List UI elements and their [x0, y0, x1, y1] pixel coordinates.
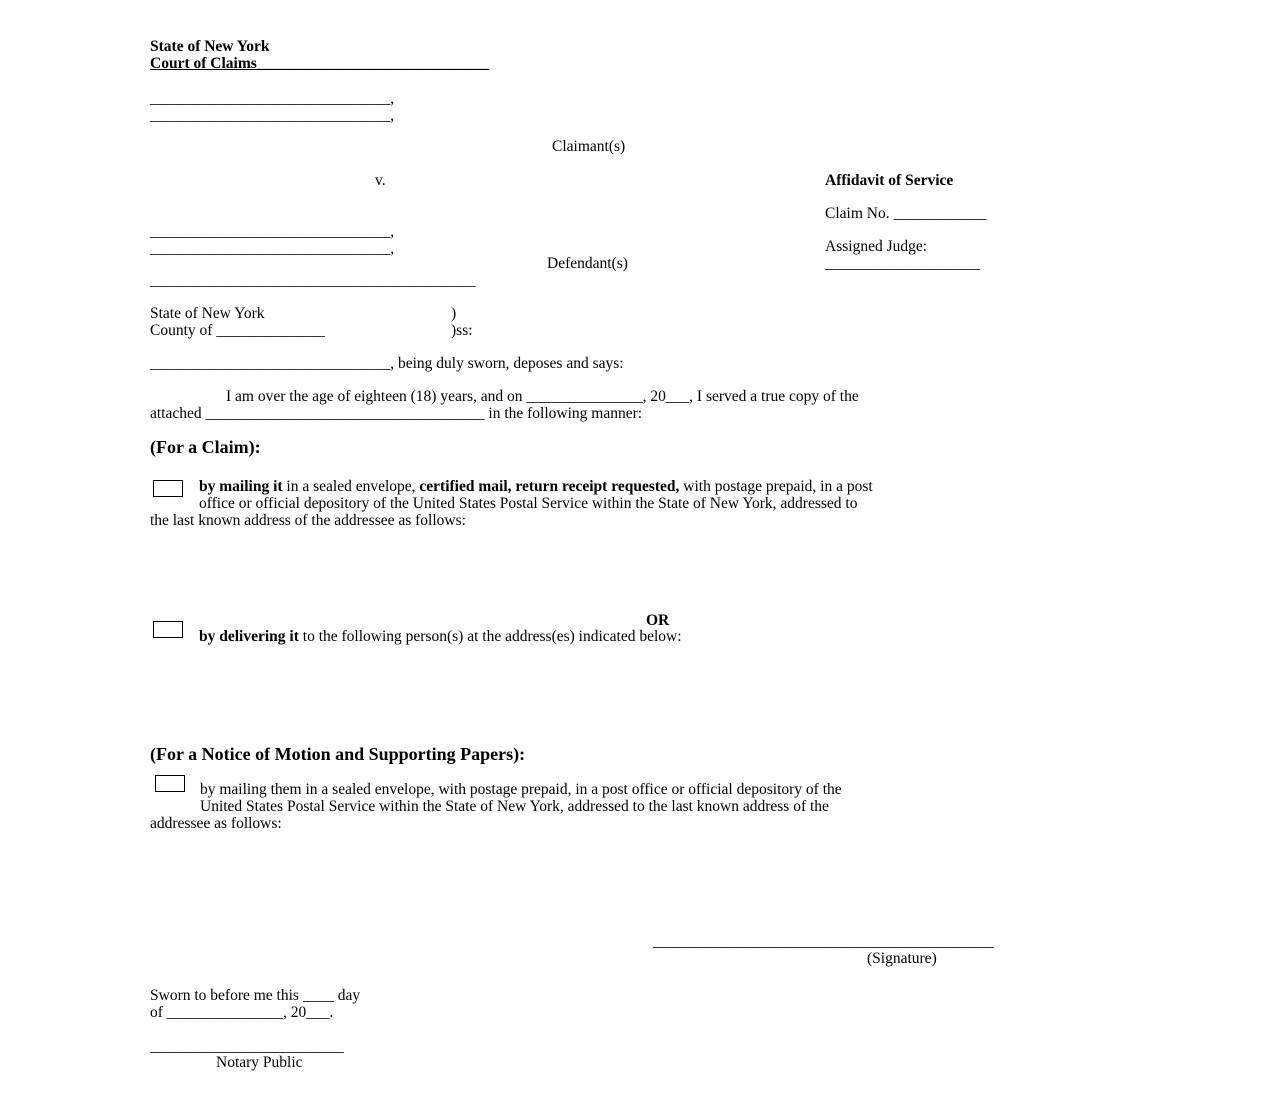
claim-number: Claim No. ____________ [825, 205, 987, 222]
notary-label: Notary Public [216, 1054, 303, 1071]
delivering-option [199, 628, 682, 645]
signature-label: (Signature) [867, 950, 937, 967]
mailing-bold-1: by mailing it [199, 478, 283, 495]
delivering-checkbox[interactable] [153, 621, 183, 638]
court-underline: ______________________________ [256, 55, 490, 72]
assigned-judge-line: ____________________ [825, 255, 980, 272]
deponent-statement [150, 355, 624, 372]
delivering-text: to the following person(s) at the address(es) indicated below: [298, 628, 682, 645]
mailing-bold-2: certified mail, return receipt requested, [419, 478, 680, 495]
motion-line-1: by mailing them in a sealed envelope, with postage prepaid, in a post office or official depository of the [200, 781, 842, 798]
motion-line-3: addressee as follows: [150, 815, 282, 832]
versus-label: v. [375, 172, 386, 189]
mailing-text-1: in a sealed envelope, [282, 478, 420, 495]
intro-line-2: attached ____________________________________ in the following manner: [150, 405, 643, 422]
claim-section-heading: (For a Claim): [150, 437, 261, 457]
motion-line-2: United States Postal Service within the State of New York, addressed to the last known address of the [200, 798, 829, 815]
assigned-judge-label: Assigned Judge: [825, 238, 928, 255]
mailing-option-line-3: the last known address of the addressee as follows: [150, 512, 466, 529]
mailing-text-2: with postage prepaid, in a post [679, 478, 873, 495]
venue-state: State of New York [150, 305, 265, 322]
deponent-name-line: _______________________________ [150, 355, 391, 372]
mailing-option-line-1 [199, 478, 873, 495]
court-name: Court of Claims [150, 55, 257, 72]
signature-line: ____________________________________________ [653, 933, 994, 950]
motion-section-heading: (For a Notice of Motion and Supporting Papers): [150, 744, 526, 764]
defendant-line-2: _______________________________, [150, 240, 395, 257]
defendant-line-1: _______________________________, [150, 223, 395, 240]
motion-mailing-checkbox[interactable] [155, 775, 185, 792]
notary-signature-line: _________________________ [150, 1038, 344, 1055]
venue-paren: ) [451, 305, 457, 322]
deponent-statement-text: , being duly sworn, deposes and says: [390, 355, 624, 372]
caption-rule: __________________________________________ [150, 272, 476, 289]
defendants-label: Defendant(s) [547, 255, 628, 272]
affidavit-title: Affidavit of Service [825, 172, 954, 189]
or-separator: OR [646, 612, 670, 629]
claimant-line-2: _______________________________, [150, 107, 395, 124]
claimant-line-1: _______________________________, [150, 90, 395, 107]
state-heading: State of New York [150, 38, 270, 55]
venue-county: County of ______________ [150, 322, 325, 339]
mailing-option-line-2: office or official depository of the United States Postal Service within the State of New York, addressed to [199, 495, 858, 512]
delivering-bold: by delivering it [199, 628, 299, 645]
venue-ss: )ss: [451, 322, 473, 339]
jurat-line-2: of _______________, 20___. [150, 1004, 334, 1021]
intro-line-1: I am over the age of eighteen (18) years, and on _______________, 20___, I served a true copy of the [226, 388, 859, 405]
court-heading [150, 55, 489, 72]
jurat-line-1: Sworn to before me this ____ day [150, 987, 361, 1004]
mailing-checkbox[interactable] [153, 480, 183, 497]
claimants-label: Claimant(s) [552, 138, 626, 155]
